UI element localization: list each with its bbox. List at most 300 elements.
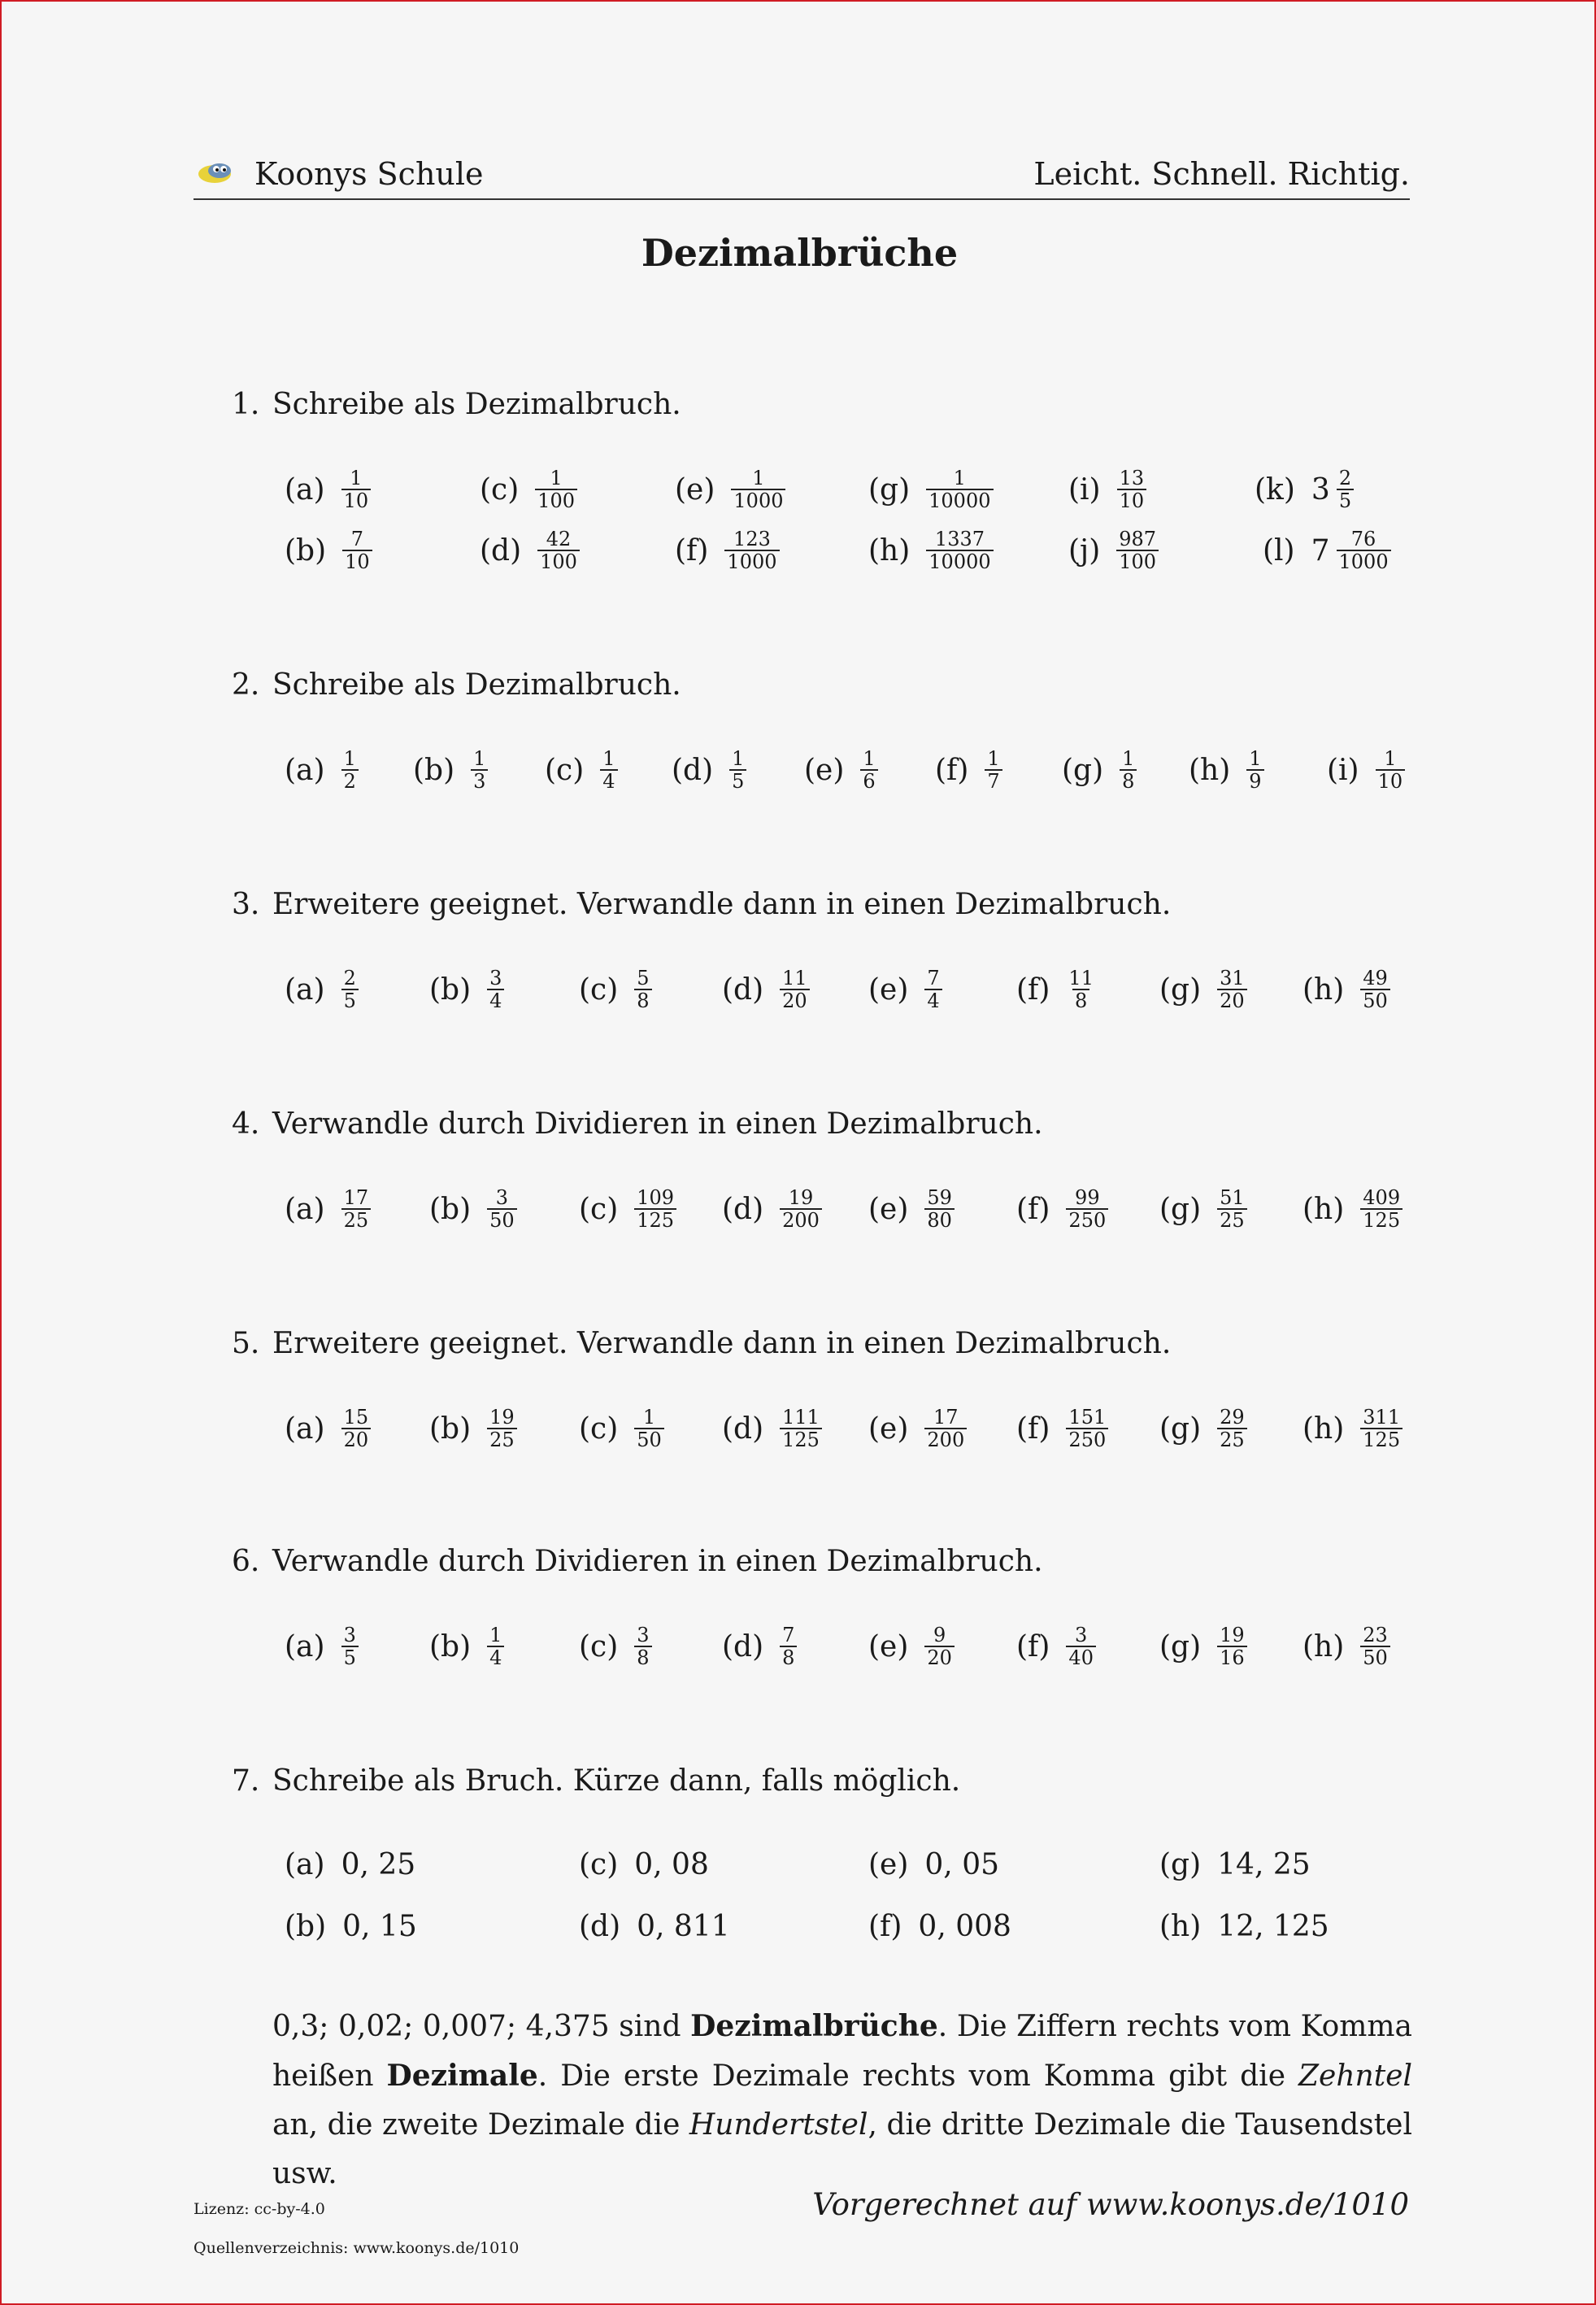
task-title (232, 1107, 1043, 1141)
fraction (1337, 528, 1391, 572)
denominator: 8 (1072, 989, 1089, 1011)
numerator: 111 (782, 1406, 820, 1429)
note-text: . Die Ziffern rechts vom Komma heißen (272, 2010, 1412, 2093)
fraction (341, 1624, 359, 1668)
item-label: (g) (1062, 753, 1104, 787)
denominator: 50 (634, 1428, 664, 1450)
exercise-item (285, 1836, 415, 1893)
fraction (729, 748, 746, 792)
decimal-value: 0, 15 (342, 1909, 417, 1943)
decimal-value: 0, 811 (637, 1909, 730, 1943)
exercise-item (868, 461, 994, 518)
note-text: an, die zweite Dezimale die (272, 2108, 689, 2142)
item-label: (e) (868, 1847, 909, 1881)
task-number: 6. (232, 1545, 260, 1578)
item-label: (f) (1016, 1411, 1050, 1446)
fraction (537, 528, 580, 572)
license-text: Lizenz: cc-by-4.0 (194, 2200, 325, 2218)
exercise-item (1159, 1898, 1329, 1955)
denominator: 4 (487, 989, 504, 1011)
fraction (634, 968, 651, 1011)
task-instruction: Schreibe als Bruch. Kürze dann, falls möglich. (272, 1764, 961, 1798)
item-label: (a) (285, 972, 325, 1007)
denominator: 1000 (724, 550, 779, 572)
fraction (1117, 468, 1147, 511)
exercise-item (579, 1836, 709, 1893)
numerator: 51 (1220, 1186, 1245, 1209)
decimal-value: 0, 008 (918, 1909, 1011, 1943)
page-title: Dezimalbrüche (641, 231, 959, 275)
exercise-item (413, 742, 488, 798)
item-label: (e) (868, 1192, 909, 1226)
exercise-item (285, 742, 359, 798)
numerator: 15 (343, 1406, 369, 1429)
item-label: (a) (285, 753, 325, 787)
item-label: (h) (1189, 753, 1231, 787)
task-instruction: Verwandle durch Dividieren in einen Dezimalbruch. (272, 1545, 1043, 1578)
numerator: 311 (1363, 1406, 1401, 1429)
mixed-whole: 7 (1311, 533, 1330, 568)
item-label: (f) (675, 533, 709, 568)
task-number: 5. (232, 1327, 260, 1360)
fraction (1337, 468, 1354, 511)
item-label: (i) (1068, 472, 1101, 507)
exercise-item (285, 1618, 359, 1675)
item-label: (g) (1159, 1192, 1202, 1226)
denominator: 9 (1246, 769, 1263, 792)
exercise-item (285, 1400, 371, 1457)
numerator: 1 (1249, 747, 1262, 770)
numerator: 7 (350, 528, 364, 550)
fraction (1066, 968, 1096, 1011)
fraction (1246, 748, 1263, 792)
exercise-item (1016, 1618, 1096, 1675)
denominator: 40 (1066, 1646, 1096, 1668)
numerator: 13 (1119, 467, 1145, 489)
definition-note (272, 2002, 1412, 2198)
item-label: (a) (285, 1411, 325, 1446)
fraction (487, 1624, 504, 1668)
item-label: (c) (545, 753, 585, 787)
item-label: (b) (429, 972, 472, 1007)
denominator: 10 (341, 489, 372, 511)
denominator: 125 (634, 1208, 676, 1231)
item-label: (f) (868, 1909, 902, 1943)
item-label: (c) (579, 1411, 619, 1446)
numerator: 1 (953, 467, 966, 489)
exercise-item (1255, 461, 1354, 518)
note-term: Dezimale (386, 2059, 538, 2093)
fraction (731, 468, 785, 511)
fraction (634, 1407, 664, 1450)
fraction (342, 528, 372, 572)
numerator: 109 (637, 1186, 675, 1209)
denominator: 4 (487, 1646, 504, 1668)
exercise-item (1068, 461, 1146, 518)
fraction (1217, 1407, 1247, 1450)
exercise-item (868, 1181, 955, 1237)
exercise-item (285, 1898, 417, 1955)
numerator: 2 (343, 967, 356, 989)
task-title (232, 1764, 960, 1798)
item-label: (c) (579, 1192, 619, 1226)
item-label: (l) (1263, 533, 1295, 568)
item-label: (a) (285, 1847, 325, 1881)
item-label: (g) (1159, 1411, 1202, 1446)
denominator: 100 (537, 550, 580, 572)
fraction (471, 748, 488, 792)
exercise-item (1016, 1400, 1108, 1457)
item-label: (h) (1302, 1192, 1345, 1226)
denominator: 5 (729, 769, 746, 792)
numerator: 99 (1075, 1186, 1100, 1209)
denominator: 80 (924, 1208, 955, 1231)
numerator: 17 (933, 1406, 959, 1429)
item-label: (h) (1302, 1629, 1345, 1664)
exercise-item (1302, 1181, 1402, 1237)
note-term: Dezimalbrüche (690, 2009, 938, 2043)
fraction (341, 468, 372, 511)
denominator: 50 (1360, 989, 1390, 1011)
exercise-item (579, 1898, 730, 1955)
item-label: (g) (1159, 1847, 1202, 1881)
fraction (1376, 748, 1406, 792)
item-label: (h) (868, 533, 911, 568)
exercise-item (480, 461, 577, 518)
denominator: 25 (487, 1428, 517, 1450)
exercise-item (1327, 742, 1405, 798)
item-label: (e) (868, 1629, 909, 1664)
item-label: (f) (935, 753, 969, 787)
denominator: 100 (1116, 550, 1159, 572)
fraction (1066, 1624, 1096, 1668)
denominator: 25 (341, 1208, 372, 1231)
fraction (1217, 1187, 1247, 1231)
denominator: 20 (1217, 989, 1247, 1011)
exercise-item (579, 1400, 664, 1457)
item-label: (d) (672, 753, 714, 787)
item-label: (e) (868, 972, 909, 1007)
exercise-item (545, 742, 618, 798)
fraction (1120, 748, 1137, 792)
numerator: 11 (1068, 967, 1094, 989)
item-label: (b) (429, 1192, 472, 1226)
item-label: (b) (285, 1909, 327, 1943)
numerator: 1 (1384, 747, 1397, 770)
school-name: Koonys Schule (254, 156, 484, 192)
exercise-item (1062, 742, 1137, 798)
numerator: 3 (495, 1186, 509, 1209)
denominator: 1000 (1337, 550, 1391, 572)
numerator: 1 (642, 1406, 656, 1429)
exercise-item (1302, 961, 1390, 1018)
denominator: 25 (1217, 1208, 1247, 1231)
numerator: 42 (546, 528, 572, 550)
exercise-item (429, 961, 504, 1018)
exercise-item (868, 1400, 967, 1457)
mixed-whole: 3 (1311, 472, 1330, 507)
exercise-item (285, 961, 359, 1018)
denominator: 8 (634, 1646, 651, 1668)
task-number: 2. (232, 668, 260, 702)
denominator: 8 (1120, 769, 1137, 792)
exercise-item (429, 1181, 517, 1237)
fraction (924, 1407, 967, 1450)
fraction (1360, 968, 1390, 1011)
exercise-item (722, 961, 810, 1018)
numerator: 1 (473, 747, 486, 770)
exercise-item (1263, 522, 1391, 579)
header-slogan: Leicht. Schnell. Richtig. (1033, 156, 1410, 192)
numerator: 7 (927, 967, 940, 989)
item-label: (d) (722, 1629, 764, 1664)
item-label: (f) (1016, 1192, 1050, 1226)
numerator: 1 (987, 747, 1000, 770)
fraction (341, 968, 359, 1011)
fraction (341, 748, 359, 792)
item-label: (b) (429, 1411, 472, 1446)
denominator: 5 (1337, 489, 1354, 511)
decimal-value: 12, 125 (1217, 1909, 1329, 1943)
numerator: 3 (637, 1624, 650, 1646)
note-emphasis: Zehntel (1298, 2059, 1412, 2093)
exercise-item (579, 961, 652, 1018)
exercise-item (722, 1400, 822, 1457)
exercise-item (804, 742, 878, 798)
task-title (232, 1327, 1171, 1360)
denominator: 10 (1117, 489, 1147, 511)
numerator: 59 (927, 1186, 952, 1209)
item-label: (h) (1302, 972, 1345, 1007)
exercise-item (285, 522, 372, 579)
fraction (924, 1187, 955, 1231)
numerator: 3 (343, 1624, 356, 1646)
denominator: 8 (634, 989, 651, 1011)
item-label: (g) (868, 472, 911, 507)
note-text: , die dritte Dezimale die Tausendstel usw. (272, 2108, 1412, 2190)
item-label: (i) (1327, 753, 1359, 787)
exercise-item (675, 522, 780, 579)
item-label: (k) (1255, 472, 1295, 507)
denominator: 250 (1066, 1428, 1108, 1450)
numerator: 31 (1220, 967, 1245, 989)
numerator: 49 (1363, 967, 1388, 989)
fraction (487, 1187, 517, 1231)
page-header (194, 153, 1410, 200)
numerator: 1 (550, 467, 563, 489)
decimal-value: 14, 25 (1217, 1847, 1311, 1881)
fraction (1116, 528, 1159, 572)
denominator: 125 (1360, 1428, 1402, 1450)
credit-link[interactable]: Vorgerechnet auf www.koonys.de/1010 (812, 2187, 1409, 2222)
task-instruction: Schreibe als Dezimalbruch. (272, 388, 681, 421)
item-label: (g) (1159, 1629, 1202, 1664)
denominator: 250 (1066, 1208, 1108, 1231)
decimal-value: 0, 25 (341, 1847, 416, 1881)
item-label: (a) (285, 1629, 325, 1664)
numerator: 7 (782, 1624, 795, 1646)
denominator: 10 (342, 550, 372, 572)
exercise-item (868, 961, 942, 1018)
item-label: (c) (480, 472, 520, 507)
numerator: 19 (788, 1186, 814, 1209)
numerator: 1337 (934, 528, 985, 550)
numerator: 1 (863, 747, 876, 770)
item-label: (e) (675, 472, 715, 507)
denominator: 5 (341, 1646, 359, 1668)
koonys-logo-icon (197, 156, 236, 185)
item-label: (d) (722, 1411, 764, 1446)
numerator: 9 (933, 1624, 946, 1646)
fraction (341, 1407, 372, 1450)
item-label: (a) (285, 472, 325, 507)
exercise-item (722, 1181, 822, 1237)
exercise-item (579, 1618, 652, 1675)
item-label: (d) (579, 1909, 621, 1943)
note-emphasis: Hundertstel (689, 2108, 868, 2142)
exercise-item (285, 461, 371, 518)
numerator: 2 (1338, 467, 1352, 489)
numerator: 3 (489, 967, 502, 989)
numerator: 123 (733, 528, 771, 550)
exercise-item (1068, 522, 1159, 579)
exercise-item (868, 522, 994, 579)
item-label: (j) (1068, 533, 1101, 568)
exercise-item (1016, 961, 1096, 1018)
fraction (780, 1624, 797, 1668)
fraction (634, 1624, 651, 1668)
item-label: (h) (1302, 1411, 1345, 1446)
exercise-item (868, 1618, 955, 1675)
fraction (487, 1407, 517, 1450)
decimal-value: 0, 05 (924, 1847, 1000, 1881)
item-label: (d) (722, 972, 764, 1007)
fraction (780, 1187, 822, 1231)
numerator: 1 (602, 747, 615, 770)
exercise-item (579, 1181, 676, 1237)
task-title (232, 888, 1171, 921)
note-text: . Die erste Dezimale rechts vom Komma gibt die (537, 2059, 1299, 2093)
exercise-item (868, 1898, 1011, 1955)
fraction (1360, 1624, 1390, 1668)
exercise-item (1302, 1618, 1390, 1675)
item-label: (c) (579, 1847, 619, 1881)
exercise-item (1016, 1181, 1108, 1237)
numerator: 76 (1350, 528, 1376, 550)
exercise-item (722, 1618, 797, 1675)
fraction (1217, 968, 1247, 1011)
denominator: 5 (341, 989, 359, 1011)
exercise-item (429, 1618, 504, 1675)
fraction (1360, 1407, 1402, 1450)
task-instruction: Verwandle durch Dividieren in einen Dezimalbruch. (272, 1107, 1043, 1141)
denominator: 200 (780, 1208, 822, 1231)
numerator: 5 (637, 967, 650, 989)
exercise-item (429, 1400, 517, 1457)
denominator: 20 (780, 989, 810, 1011)
fraction (924, 968, 942, 1011)
denominator: 6 (860, 769, 877, 792)
denominator: 3 (471, 769, 488, 792)
denominator: 20 (341, 1428, 372, 1450)
fraction (600, 748, 617, 792)
item-label: (h) (1159, 1909, 1202, 1943)
fraction (1066, 1187, 1108, 1231)
task-title (232, 1545, 1043, 1578)
numerator: 1 (350, 467, 363, 489)
item-label: (e) (868, 1411, 909, 1446)
denominator: 7 (985, 769, 1002, 792)
denominator: 10 (1376, 769, 1406, 792)
exercise-item (480, 522, 580, 579)
fraction (487, 968, 504, 1011)
item-label: (g) (1159, 972, 1202, 1007)
fraction (926, 528, 993, 572)
note-text: 0,3; 0,02; 0,007; 4,375 sind (272, 2010, 691, 2043)
exercise-item (1302, 1400, 1402, 1457)
numerator: 1 (732, 747, 745, 770)
task-instruction: Erweitere geeignet. Verwandle dann in einen Dezimalbruch. (272, 888, 1172, 921)
numerator: 151 (1068, 1406, 1107, 1429)
item-label: (b) (413, 753, 455, 787)
fraction (634, 1187, 676, 1231)
item-label: (d) (480, 533, 522, 568)
item-label: (f) (1016, 1629, 1050, 1664)
item-label: (b) (285, 533, 327, 568)
fraction (780, 1407, 822, 1450)
item-label: (e) (804, 753, 845, 787)
item-label: (b) (429, 1629, 472, 1664)
exercise-item (1189, 742, 1264, 798)
fraction (1066, 1407, 1108, 1450)
denominator: 8 (780, 1646, 797, 1668)
task-instruction: Erweitere geeignet. Verwandle dann in einen Dezimalbruch. (272, 1327, 1172, 1360)
item-label: (c) (579, 1629, 619, 1664)
sources-text: Quellenverzeichnis: www.koonys.de/1010 (194, 2239, 520, 2257)
item-label: (d) (722, 1192, 764, 1226)
fraction (535, 468, 577, 511)
task-number: 7. (232, 1764, 260, 1798)
item-label: (a) (285, 1192, 325, 1226)
denominator: 2 (341, 769, 359, 792)
denominator: 200 (924, 1428, 967, 1450)
numerator: 17 (343, 1186, 369, 1209)
denominator: 4 (924, 989, 942, 1011)
exercise-item (1159, 1181, 1247, 1237)
denominator: 20 (924, 1646, 955, 1668)
item-label: (f) (1016, 972, 1050, 1007)
fraction (780, 968, 810, 1011)
denominator: 125 (780, 1428, 822, 1450)
numerator: 19 (489, 1406, 515, 1429)
exercise-item (868, 1836, 999, 1893)
denominator: 1000 (731, 489, 785, 511)
task-instruction: Schreibe als Dezimalbruch. (272, 668, 681, 702)
task-number: 4. (232, 1107, 260, 1141)
denominator: 50 (487, 1208, 517, 1231)
denominator: 4 (600, 769, 617, 792)
denominator: 100 (535, 489, 577, 511)
fraction (860, 748, 877, 792)
numerator: 3 (1075, 1624, 1088, 1646)
exercise-item (1159, 1400, 1247, 1457)
denominator: 125 (1360, 1208, 1402, 1231)
fraction (985, 748, 1002, 792)
exercise-item (1159, 1836, 1311, 1893)
numerator: 1 (1122, 747, 1135, 770)
denominator: 50 (1360, 1646, 1390, 1668)
numerator: 29 (1220, 1406, 1245, 1429)
